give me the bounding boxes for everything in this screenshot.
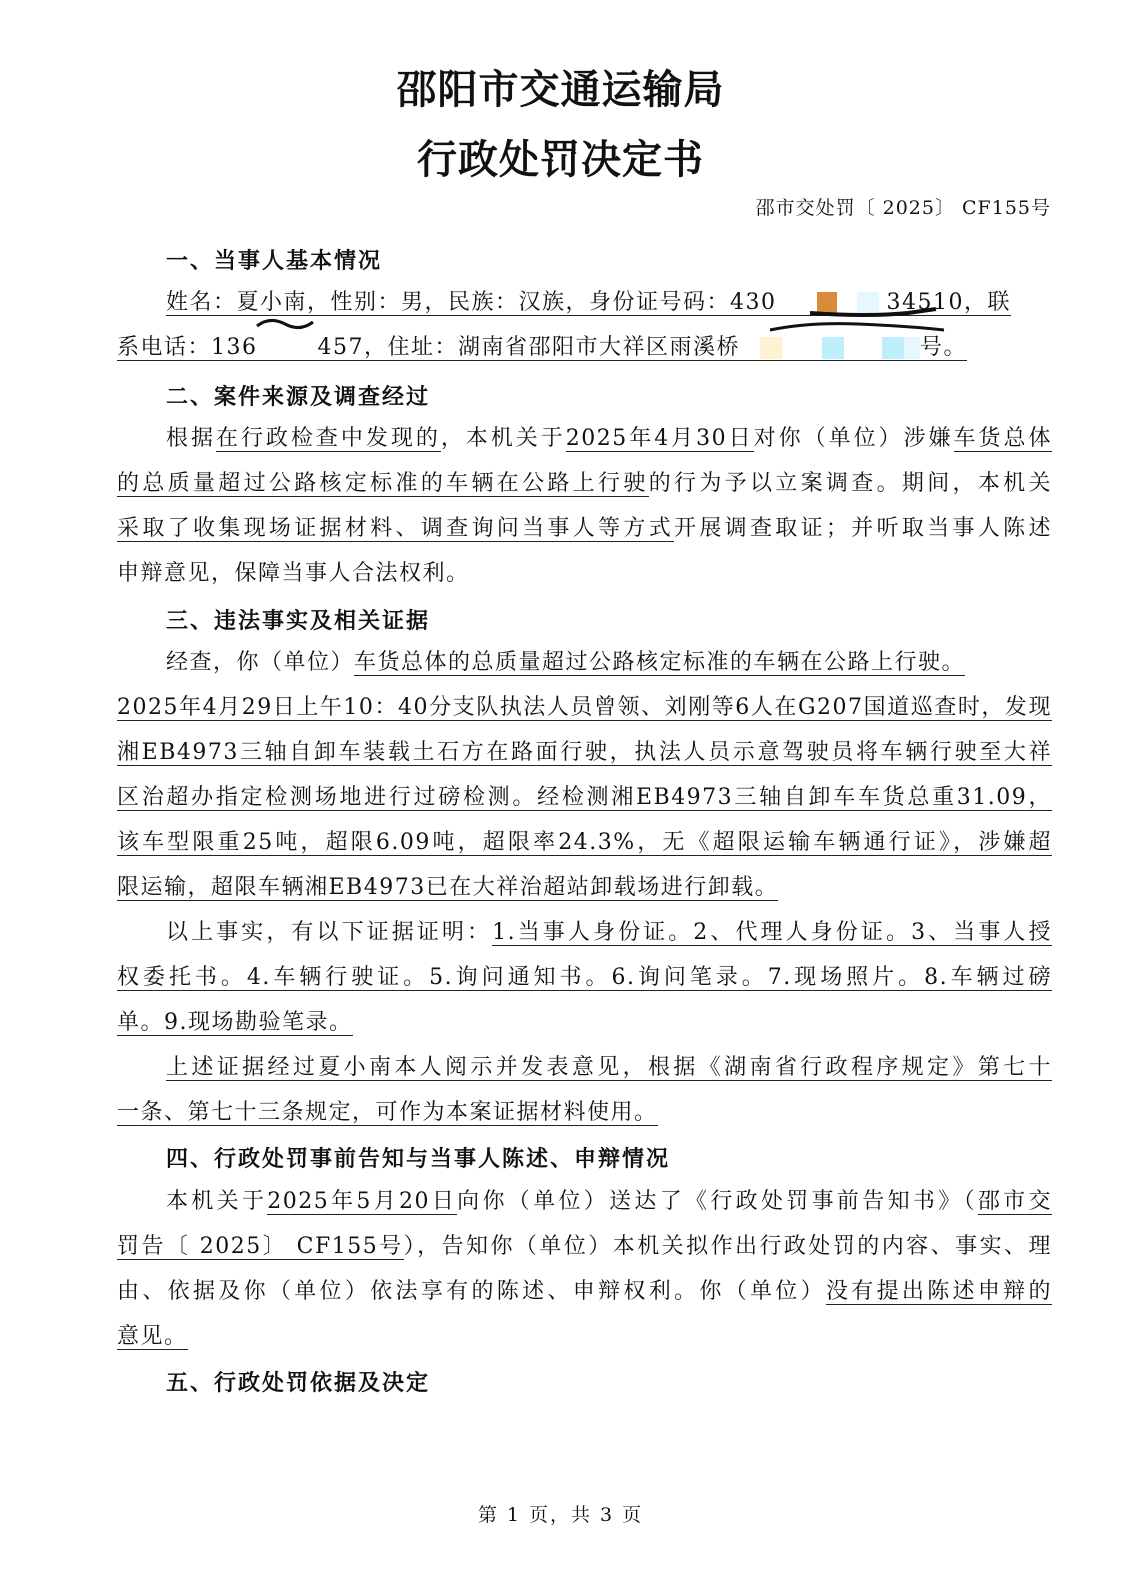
text: 开展调查取证；并听取当事人陈述	[674, 516, 1052, 541]
text: 由、依据及你（单位）依法享有的陈述、申辩权利。你（单位）	[117, 1279, 826, 1304]
case-filing-date: 2025年4月30日	[565, 426, 754, 451]
notice-line-1	[166, 1186, 1052, 1218]
text: ），告知你（单位）本机关拟作出行政处罚的内容、事实、理	[403, 1234, 1052, 1259]
redaction-squiggle-1	[255, 314, 315, 330]
text: 湘EB4973三轴自卸车装载土石方在路面行驶，执法人员示意驾驶员将车辆行驶至大祥	[117, 740, 1052, 765]
case-source-line-3	[117, 513, 1052, 545]
address-redaction-yellow	[760, 337, 782, 359]
text: 2025年4月29日上午10：40分支队执法人员曾领、刘刚等6人在G207国道巡查时，发现	[117, 695, 1052, 720]
facts-line-2	[117, 692, 1052, 724]
violation-start: 车货总体	[953, 426, 1052, 451]
facts-line-4	[117, 782, 1052, 814]
evidence-line-2	[117, 962, 1052, 994]
page-number: 第 1 页，共 3 页	[477, 1504, 644, 1526]
text: 上述证据经过夏小南本人阅示并发表意见，根据《湖南省行政程序规定》第七十	[166, 1055, 1052, 1080]
address-redaction-2	[782, 337, 822, 359]
address-redaction-cyan	[822, 337, 844, 359]
notice-number: 罚告〔 2025〕 CF155号	[117, 1234, 404, 1259]
address-tail: 号。	[920, 335, 968, 360]
text: 区治超办指定检测场地进行过磅检测。经检测湘EB4973三轴自卸车车货总重31.09，	[117, 785, 1052, 810]
text: 一条、第七十三条规定，可作为本案证据材料使用。	[117, 1100, 658, 1125]
notice-line-4	[117, 1321, 1052, 1353]
section-5-heading: 五、行政处罚依据及决定	[166, 1370, 431, 1396]
evidence-line-1	[166, 917, 1052, 949]
party-name-id: 姓名：夏小南，性别：男，民族：汉族，身份证号码：430	[166, 290, 777, 315]
address-redaction-cyan-2	[882, 337, 904, 359]
facts-line-1	[166, 647, 1052, 679]
text: 单。9.现场勘验笔录。	[117, 1010, 353, 1035]
evidence-use-line-2	[117, 1097, 1052, 1129]
notice-number-start: 邵市交	[977, 1189, 1052, 1214]
section-3-heading: 三、违法事实及相关证据	[166, 608, 431, 634]
party-id-tail: 34510，联	[886, 290, 1011, 315]
case-source-line-2	[117, 468, 1052, 500]
facts-line-6	[117, 872, 1052, 904]
address-redaction-3	[844, 337, 882, 359]
address-redaction-4	[904, 337, 920, 359]
evidence-list-start: 1.当事人身份证。2、代理人身份证。3、当事人授	[492, 920, 1052, 945]
evidence-line-3	[117, 1007, 1052, 1039]
text: 根据	[166, 426, 216, 451]
text: 对你（单位）涉嫌	[753, 426, 954, 451]
phone-label: 系电话：136	[117, 335, 258, 360]
document-number: 邵市交处罚〔 2025〕 CF155号	[755, 197, 1051, 219]
case-source-method: 在行政检查中发现的	[215, 426, 441, 451]
investigation-methods: 采取了收集现场证据材料、调查询问当事人等方式	[117, 516, 675, 541]
facts-summary: 车货总体的总质量超过公路核定标准的车辆在公路上行驶。	[354, 650, 966, 675]
facts-line-3	[117, 737, 1052, 769]
notice-line-2	[117, 1231, 1052, 1263]
phone-address: 457，住址：湖南省邵阳市大祥区雨溪桥	[317, 335, 740, 360]
facts-line-5	[117, 827, 1052, 859]
notice-date: 2025年5月20日	[267, 1189, 458, 1214]
text: 限运输，超限车辆湘EB4973已在大祥治超站卸载场进行卸载。	[117, 875, 779, 900]
case-source-line-4: 申辩意见，保障当事人合法权利。	[117, 561, 470, 586]
evidence-use-line-1	[166, 1052, 1052, 1084]
notice-line-3	[117, 1276, 1052, 1308]
violation-description: 的总质量超过公路核定标准的车辆在公路上行驶	[117, 471, 649, 496]
text: 的行为予以立案调查。期间，本机关	[648, 471, 1052, 496]
document-type-title: 行政处罚决定书	[417, 136, 704, 183]
section-4-heading: 四、行政处罚事前告知与当事人陈述、申辩情况	[166, 1146, 671, 1172]
phone-redaction	[258, 337, 318, 359]
address-redaction-1	[740, 337, 760, 359]
text: 本机关于	[166, 1189, 268, 1214]
text: 向你（单位）送达了《行政处罚事前告知书》（	[457, 1189, 978, 1214]
text: 经查，你（单位）	[166, 650, 355, 675]
defense-status: 没有提出陈述申辩的	[825, 1279, 1052, 1304]
text: 意见。	[117, 1324, 188, 1349]
text: 以上事实，有以下证据证明：	[166, 920, 493, 945]
section-2-heading: 二、案件来源及调查经过	[166, 384, 431, 410]
text: ，本机关于	[440, 426, 566, 451]
text: 该车型限重25吨，超限6.09吨，超限率24.3%，无《超限运输车辆通行证》，涉嫌超	[117, 830, 1052, 855]
text: 权委托书。4.车辆行驶证。5.询问通知书。6.询问笔录。7.现场照片。8.车辆过磅	[117, 965, 1052, 990]
case-source-line-1	[166, 423, 1052, 455]
agency-title: 邵阳市交通运输局	[396, 66, 725, 113]
party-info-line-2	[117, 332, 1052, 364]
section-1-heading: 一、当事人基本情况	[166, 248, 383, 274]
